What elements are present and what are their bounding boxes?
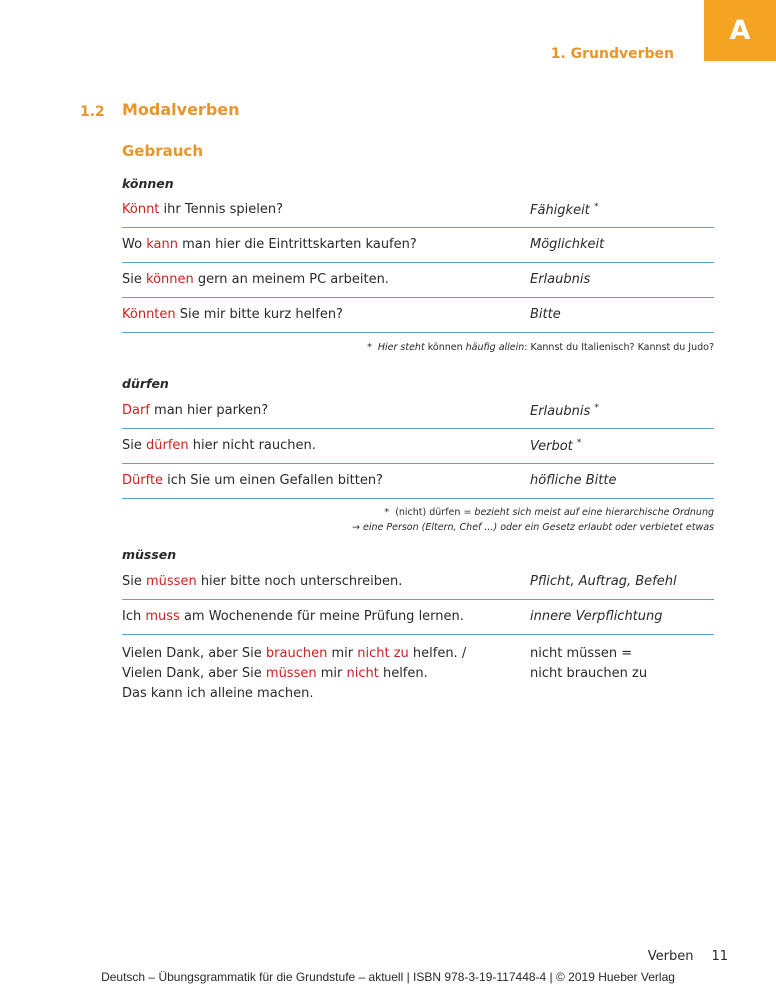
example-sentence (122, 403, 268, 418)
footnote-star: * (367, 342, 372, 353)
meaning (530, 202, 598, 218)
modal-verb: Dürfte (122, 473, 164, 488)
sentence-rest: am Wochenende für meine Prüfung lernen. (179, 609, 464, 624)
page-number: 11 (711, 949, 728, 964)
modal-verb: Könnten (122, 307, 176, 322)
copyright-line: Deutsch – Übungsgrammatik für die Grundstufe – aktuell | ISBN 978-3-19-117448-4 | © 2019 Hueber Verlag (101, 970, 675, 984)
table-row (122, 464, 714, 499)
footnote-star: * (593, 202, 599, 212)
footnote-text: : Kannst du Italienisch? Kannst du Judo? (524, 342, 714, 353)
sentence-line: Das kann ich alleine machen. (122, 686, 314, 701)
example-sentence-multiline (122, 644, 466, 704)
example-sentence (122, 272, 389, 287)
example-sentence (122, 574, 402, 589)
chapter-tab-letter: A (729, 15, 751, 46)
sentence-start: Vielen Dank, aber Sie (122, 666, 266, 681)
meaning-text: Bitte (530, 307, 561, 322)
sentence-start: Sie (122, 438, 146, 453)
meaning (530, 438, 581, 454)
modal-verb: dürfen (146, 438, 189, 453)
footnote-text: können (427, 342, 463, 353)
modal-verb: brauchen (265, 646, 328, 661)
meaning-text: Möglichkeit (530, 237, 605, 252)
sentence-mid: mir (327, 646, 358, 661)
chapter-name: Verben (647, 949, 694, 964)
meaning-text: höfliche Bitte (530, 473, 617, 488)
meaning-text: Erlaubnis (530, 404, 591, 419)
page-footer (648, 949, 728, 964)
modal-verb: Könnt (122, 202, 160, 217)
negation: nicht (346, 666, 379, 681)
table-row (122, 298, 714, 333)
meaning-line: nicht müssen = (530, 646, 633, 661)
sentence-mid: mir (316, 666, 347, 681)
footnote-line (352, 520, 714, 535)
example-sentence (122, 438, 316, 453)
modal-verb: Darf (122, 403, 150, 418)
footnote-text-italic: häufig allein (465, 342, 525, 353)
footnote-line (352, 505, 714, 520)
section-title: Modalverben (122, 100, 240, 119)
block-label-duerfen: dürfen (122, 376, 169, 391)
modal-verb: muss (145, 609, 180, 624)
sentence-rest: Sie mir bitte kurz helfen? (175, 307, 343, 322)
modal-verb: müssen (265, 666, 317, 681)
table-row (122, 565, 714, 600)
block-label-koennen: können (122, 176, 174, 191)
footnote-star: * (594, 403, 599, 413)
table-row (122, 228, 714, 263)
meaning-text: Pflicht, Auftrag, Befehl (530, 574, 677, 589)
section-subtitle: Gebrauch (122, 142, 203, 160)
footnote-duerfen (352, 505, 714, 535)
example-sentence (122, 202, 283, 217)
running-title: 1. Grundverben (550, 46, 674, 62)
footnote-koennen (367, 340, 714, 355)
meaning-text: Erlaubnis (530, 272, 591, 287)
modal-verb: kann (146, 237, 178, 252)
table-row (122, 193, 714, 228)
footnote-text: (nicht) dürfen (395, 507, 461, 518)
meaning-line: nicht brauchen zu (530, 666, 648, 681)
footnote-text-italic: = bezieht sich meist auf eine hierarchische Ordnung (463, 507, 714, 518)
sentence-start: Vielen Dank, aber Sie (122, 646, 266, 661)
section-number: 1.2 (80, 104, 105, 120)
sentence-rest: hier bitte noch unterschreiben. (196, 574, 403, 589)
example-sentence (122, 609, 464, 624)
footnote-text-italic: Hier steht (377, 342, 425, 353)
footnote-text-italic: → eine Person (Eltern, Chef ...) oder ein Gesetz erlaubt oder verbietet etwas (352, 522, 714, 533)
meaning-text: innere Verpflichtung (530, 609, 663, 624)
meaning-text: Verbot (530, 439, 573, 454)
table-row (122, 394, 714, 429)
modal-verb: müssen (146, 574, 197, 589)
footnote-star: * (384, 507, 390, 518)
table-row (122, 263, 714, 298)
modal-verb: können (146, 272, 194, 287)
example-sentence (122, 237, 417, 252)
sentence-rest: ich Sie um einen Gefallen bitten? (163, 473, 383, 488)
sentence-start: Sie (122, 574, 146, 589)
sentence-line (122, 644, 466, 664)
sentence-rest: ihr Tennis spielen? (159, 202, 283, 217)
sentence-start: Sie (122, 272, 146, 287)
meaning-multiline (530, 644, 647, 684)
sentence-rest: hier nicht rauchen. (188, 438, 316, 453)
sentence-rest: man hier parken? (149, 403, 269, 418)
sentence-start: Wo (122, 237, 147, 252)
sentence-rest: man hier die Eintrittskarten kaufen? (177, 237, 417, 252)
example-sentence (122, 307, 343, 322)
chapter-tab (704, 0, 776, 61)
negation: nicht zu (357, 646, 409, 661)
sentence-line (122, 664, 466, 684)
sentence-end: helfen. / (408, 646, 467, 661)
footnote-star: * (576, 438, 582, 448)
block-label-muessen: müssen (122, 547, 177, 562)
sentence-rest: gern an meinem PC arbeiten. (193, 272, 389, 287)
meaning (530, 403, 599, 419)
table-row (122, 600, 714, 635)
example-sentence (122, 473, 383, 488)
sentence-end: helfen. (378, 666, 428, 681)
sentence-start: Ich (122, 609, 146, 624)
table-row (122, 429, 714, 464)
meaning-text: Fähigkeit (530, 203, 590, 218)
